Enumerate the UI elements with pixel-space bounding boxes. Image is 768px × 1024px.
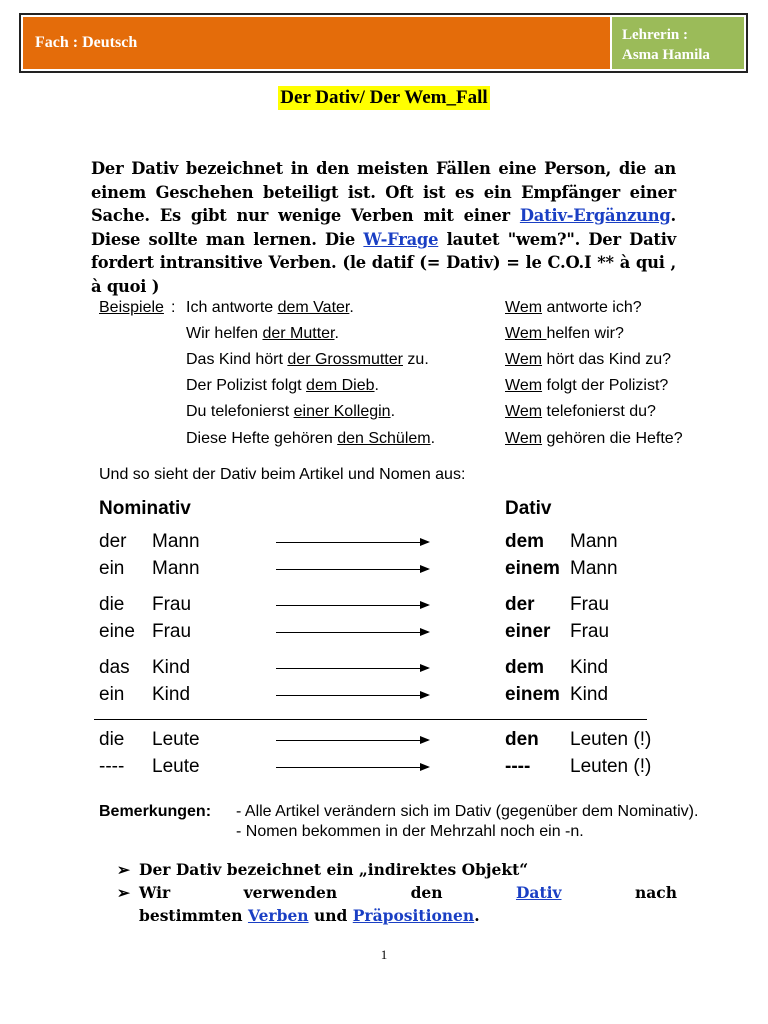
- nominative-article: das: [99, 657, 130, 678]
- example-post: .: [390, 403, 396, 420]
- examples-colon: :: [171, 299, 176, 316]
- right-arrow-icon: [276, 740, 428, 741]
- example-post: .: [430, 430, 436, 447]
- example-dative-phrase: der Mutter: [262, 325, 335, 342]
- question-rest: helfen wir?: [546, 325, 624, 342]
- example-question: [505, 403, 656, 421]
- teacher-label: Lehrerin :: [622, 27, 688, 43]
- dative-article: der: [505, 594, 535, 615]
- intro-paragraph: [91, 157, 676, 298]
- bullet-word: verwenden: [243, 883, 338, 902]
- question-wem: Wem: [505, 299, 543, 316]
- dative-noun: Frau: [570, 621, 610, 642]
- bullet-text: .: [474, 906, 480, 925]
- table-head-nominativ: Nominativ: [99, 498, 191, 519]
- nominative-article: eine: [99, 621, 135, 642]
- teacher-box: [612, 17, 744, 69]
- example-dative-phrase: einer Kollegin: [293, 403, 391, 420]
- dative-article: einem: [505, 558, 560, 579]
- example-post: .: [349, 299, 354, 316]
- example-dative-phrase: der Grossmutter: [287, 351, 403, 368]
- remarks-label: Bemerkungen:: [99, 803, 212, 820]
- table-divider: [94, 719, 647, 720]
- dative-article: einer: [505, 621, 551, 642]
- question-wem: Wem: [505, 403, 543, 420]
- nominative-article: ein: [99, 558, 125, 579]
- bullet-list: [117, 858, 677, 927]
- example-post: .: [334, 325, 339, 342]
- nominative-article: der: [99, 531, 127, 552]
- arrow-bullet-icon: ➢: [117, 860, 130, 879]
- arrow-bullet-icon: ➢: [117, 883, 130, 902]
- bullet-word: Wir: [139, 883, 171, 902]
- link-dativ-ergaenzung[interactable]: Dativ-Ergänzung: [519, 206, 671, 225]
- nominative-noun: Mann: [152, 531, 200, 552]
- example-sentence: [186, 403, 395, 421]
- intro-text-1: Der Dativ bezeichnet in den meisten Fällen eine Person, die an einem Geschehen beteiligt ist. Oft ist es ein Empfänger einer Sache. Es gibt nur wenige Verben mit einer: [91, 159, 676, 225]
- right-arrow-icon: [276, 605, 428, 606]
- example-question: [505, 351, 671, 369]
- nominative-article: ein: [99, 684, 125, 705]
- right-arrow-icon: [276, 767, 428, 768]
- remarks-line-1: - Alle Artikel verändern sich im Dativ (gegenüber dem Nominativ).: [236, 803, 699, 820]
- page-title: Der Dativ/ Der Wem_Fall: [280, 87, 488, 108]
- bullet-word: den: [410, 883, 443, 902]
- page-number: 1: [380, 947, 388, 962]
- example-dative-phrase: dem Dieb: [306, 377, 375, 394]
- dative-article: dem: [505, 657, 545, 678]
- example-pre: Wir helfen: [186, 325, 263, 342]
- dative-article: den: [505, 729, 539, 750]
- bullet-word: nach: [634, 883, 677, 902]
- example-sentence: [186, 299, 354, 317]
- dative-noun: Leuten (!): [570, 729, 652, 750]
- bullet-text-2-line-2: [139, 904, 677, 927]
- dative-noun: Frau: [570, 594, 610, 615]
- right-arrow-icon: [276, 668, 428, 669]
- dative-article: ----: [505, 756, 531, 777]
- example-pre: Diese Hefte gehören: [186, 430, 338, 447]
- header-bar: [19, 13, 748, 73]
- link-praepositionen[interactable]: Präpositionen: [352, 906, 475, 925]
- question-wem: Wem: [505, 325, 547, 342]
- nominative-noun: Leute: [152, 756, 200, 777]
- nominative-noun: Frau: [152, 621, 192, 642]
- link-verben[interactable]: Verben: [247, 906, 309, 925]
- nominative-article: die: [99, 594, 125, 615]
- example-sentence: [186, 351, 429, 369]
- nominative-noun: Frau: [152, 594, 192, 615]
- example-pre: Das Kind hört: [186, 351, 288, 368]
- bullet-item-2: [117, 881, 677, 927]
- question-wem: Wem: [505, 430, 543, 447]
- bullet-text: und: [308, 906, 353, 925]
- right-arrow-icon: [276, 542, 428, 543]
- question-rest: gehören die Hefte?: [542, 430, 683, 447]
- question-wem: Wem: [505, 377, 543, 394]
- question-rest: telefonierst du?: [542, 403, 656, 420]
- question-rest: antworte ich?: [542, 299, 642, 316]
- bullet-item-1: [117, 858, 677, 881]
- nominative-noun: Kind: [152, 684, 191, 705]
- right-arrow-icon: [276, 632, 428, 633]
- link-w-frage[interactable]: W-Frage: [363, 229, 439, 249]
- teacher-name: Asma Hamila: [622, 47, 710, 63]
- example-question: [505, 377, 668, 395]
- question-rest: hört das Kind zu?: [542, 351, 672, 368]
- dative-noun: Kind: [570, 657, 609, 678]
- bullet-text-1: Der Dativ bezeichnet ein „indirektes Objekt“: [139, 860, 529, 879]
- right-arrow-icon: [276, 569, 428, 570]
- nominative-article: die: [99, 729, 125, 750]
- dative-noun: Kind: [570, 684, 609, 705]
- subject-label: Fach : Deutsch: [23, 17, 610, 69]
- link-dativ[interactable]: Dativ: [515, 883, 562, 902]
- table-intro: Und so sieht der Dativ beim Artikel und Nomen aus:: [99, 466, 466, 483]
- nominative-noun: Mann: [152, 558, 200, 579]
- example-sentence: [186, 430, 435, 448]
- example-pre: Ich antworte: [186, 299, 278, 316]
- dative-noun: Leuten (!): [570, 756, 652, 777]
- dative-noun: Mann: [570, 531, 618, 552]
- example-question: [505, 299, 642, 317]
- dative-article: einem: [505, 684, 560, 705]
- intro-text-2: . Diese sollte man lernen. Die: [91, 206, 676, 249]
- intro-text-3: lautet "wem?". Der Dativ fordert intransitive Verben. (le datif (= Dativ) = le C.O.I ** à qui , à quoi ): [91, 229, 676, 296]
- example-post: .: [374, 377, 379, 394]
- dative-noun: Mann: [570, 558, 618, 579]
- example-sentence: [186, 377, 379, 395]
- title-wrap: [0, 86, 768, 110]
- examples-label: Beispiele: [99, 299, 164, 316]
- example-question: [505, 325, 624, 343]
- bullet-text-2-line-1: [139, 881, 677, 904]
- remarks-line-2: - Nomen bekommen in der Mehrzahl noch ein -n.: [236, 823, 584, 840]
- example-pre: Der Polizist folgt: [186, 377, 307, 394]
- dative-article: dem: [505, 531, 545, 552]
- example-dative-phrase: dem Vater: [277, 299, 350, 316]
- example-pre: Du telefonierst: [186, 403, 294, 420]
- example-post: zu.: [402, 351, 429, 368]
- right-arrow-icon: [276, 695, 428, 696]
- bullet-text: bestimmten: [139, 906, 248, 925]
- example-sentence: [186, 325, 339, 343]
- question-rest: folgt der Polizist?: [542, 377, 669, 394]
- example-dative-phrase: den Schülem: [337, 430, 431, 447]
- nominative-noun: Leute: [152, 729, 200, 750]
- nominative-article: ----: [99, 756, 125, 777]
- nominative-noun: Kind: [152, 657, 191, 678]
- question-wem: Wem: [505, 351, 543, 368]
- table-head-dativ: Dativ: [505, 498, 552, 519]
- example-question: [505, 430, 683, 448]
